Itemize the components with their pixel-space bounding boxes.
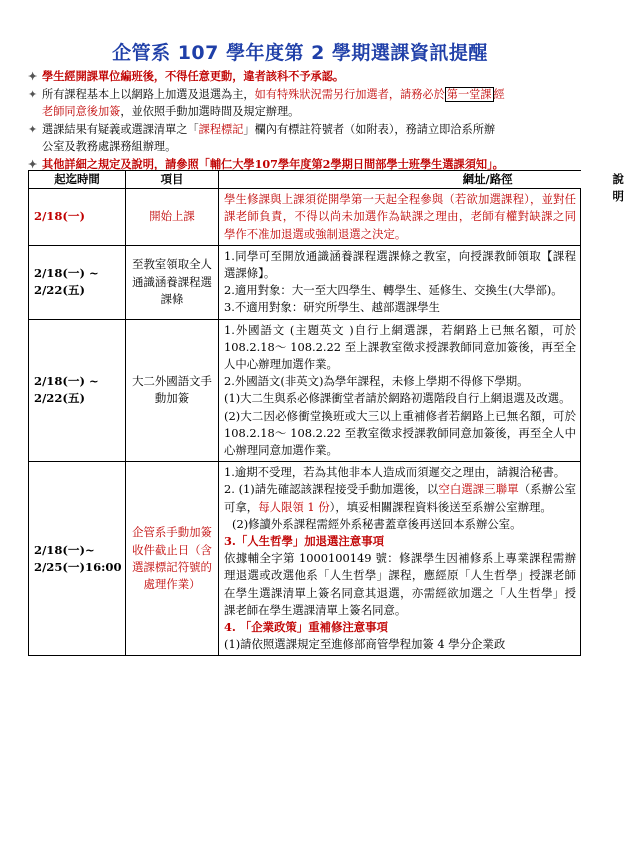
table-row	[29, 189, 581, 246]
date-cell: 2/18(一) ~ 2/22(五)	[29, 319, 126, 462]
item-cell: 大二外國語文手動加簽	[126, 319, 219, 462]
star-bullet-icon: ✦	[28, 87, 38, 101]
desc-cell: 學生修課與上課須從開學第一天起全程參與（若欲加選課程），並對任課老師負責，不得以尚未加選作為缺課之理由，老師有權對缺課之同學作不准加退選或強制退選之決定。	[219, 189, 581, 246]
header-period: 起迄時間	[29, 171, 126, 189]
header-item: 項目	[126, 171, 219, 189]
item-cell: 企管系手動加簽收件截止日（含選課標記符號的處理作業）	[126, 462, 219, 656]
star-bullet-icon: ✦	[28, 122, 38, 136]
header-desc: 說明	[612, 172, 624, 204]
notice-item: ✦ 學生經開課單位編班後，不得任意更動，違者該科不予承認。	[28, 68, 583, 86]
notice-item: ✦ 其他詳細之規定及說明，請參照「輔仁大學107學年度第2學期日間部學士班學生選課須知」。	[28, 156, 583, 174]
notice-item: ✦ 所有課程基本上以網路上加選及退選為主，如有特殊狀況需另行加選者，請務必於 第一堂課 經 老師同意後加簽，並依照手動加選時間及規定辦理。	[28, 87, 505, 118]
date-cell: 2/18(一) ~ 2/22(五)	[29, 245, 126, 319]
desc-cell: 1.外國語文 (主題英文 )自行上網選課，若網路上已無名額，可於 108.2.18～ 108.2.22 至上課教室徵求授課教師同意加簽後，再至全人中心辦理加選作業。 2.外國語文(非英文)為學年課程，未修上學期不得修下學期。 (1)大二生與系必修課衝堂者請於網路初選階段自行上網退選及改選。 (2)大二因必修衝堂換班或大三以上重補修者若網路上已無名額，可於 108.2.18～ 108.2.22 至教室徵求授課教師同意加簽後，再至全人中心辦理同意加選作業。	[219, 319, 581, 462]
item-cell: 至教室領取全人通識涵養課程選課條	[126, 245, 219, 319]
date-cell: 2/18(一)	[29, 189, 126, 246]
table-row	[29, 245, 581, 319]
item-cell: 開始上課	[126, 189, 219, 246]
first-class-highlight: 第一堂課	[446, 87, 492, 101]
date-cell: 2/18(一)~ 2/25(一)16:00	[29, 462, 126, 656]
notice-list	[28, 68, 583, 173]
schedule-table	[28, 170, 624, 656]
notice-item: ✦ 選課結果有疑義或選課清單之「課程標記」欄內有標註符號者（如附表），務請立即洽系所辦 公室及教務處課務組辦理。	[28, 122, 496, 153]
star-bullet-icon: ✦	[28, 69, 38, 83]
page-title: 企管系 107 學年度第 2 學期選課資訊提醒	[112, 42, 488, 64]
table-header-row	[29, 171, 581, 189]
table-row	[29, 462, 581, 656]
table-row	[29, 319, 581, 462]
header-path: 網址/路徑 說明	[219, 171, 581, 189]
desc-cell: 1.同學可至開放通識涵養課程選課條之教室，向授課教師領取【課程選課條】。 2.適用對象：大一至大四學生、轉學生、延修生、交換生(大學部)。 3.不適用對象：研究所學生、越部選課學生	[219, 245, 581, 319]
desc-cell: 1.逾期不受理，若為其他非本人造成而須遲交之理由，請親洽秘書。 2. (1)請先確認該課程接受手動加選後，以空白選課三聯單（系辦公室可拿，每人限領 1 份），填妥相關課程資料後送至系辦公室辦理。 (2)修讀外系課程需經外系秘書蓋章後再送回本系辦公室。 3.「人生哲學」加退選注意事項 依據輔全字第 1000100149 號：修課學生因補修系上專業課程需辦理退選或改選他系「人生哲學」課程，應經原「人生哲學」授課老師在學生選課清單上簽名同意其退選，亦需經欲加選之「人生哲學」授課老師在學生選課清單上簽名同意。 4. 「企業政策」重補修注意事項 (1)請依照選課規定至進修部商管學程加簽 4 學分企業政	[219, 462, 581, 656]
star-bullet-icon: ✦	[28, 156, 38, 171]
